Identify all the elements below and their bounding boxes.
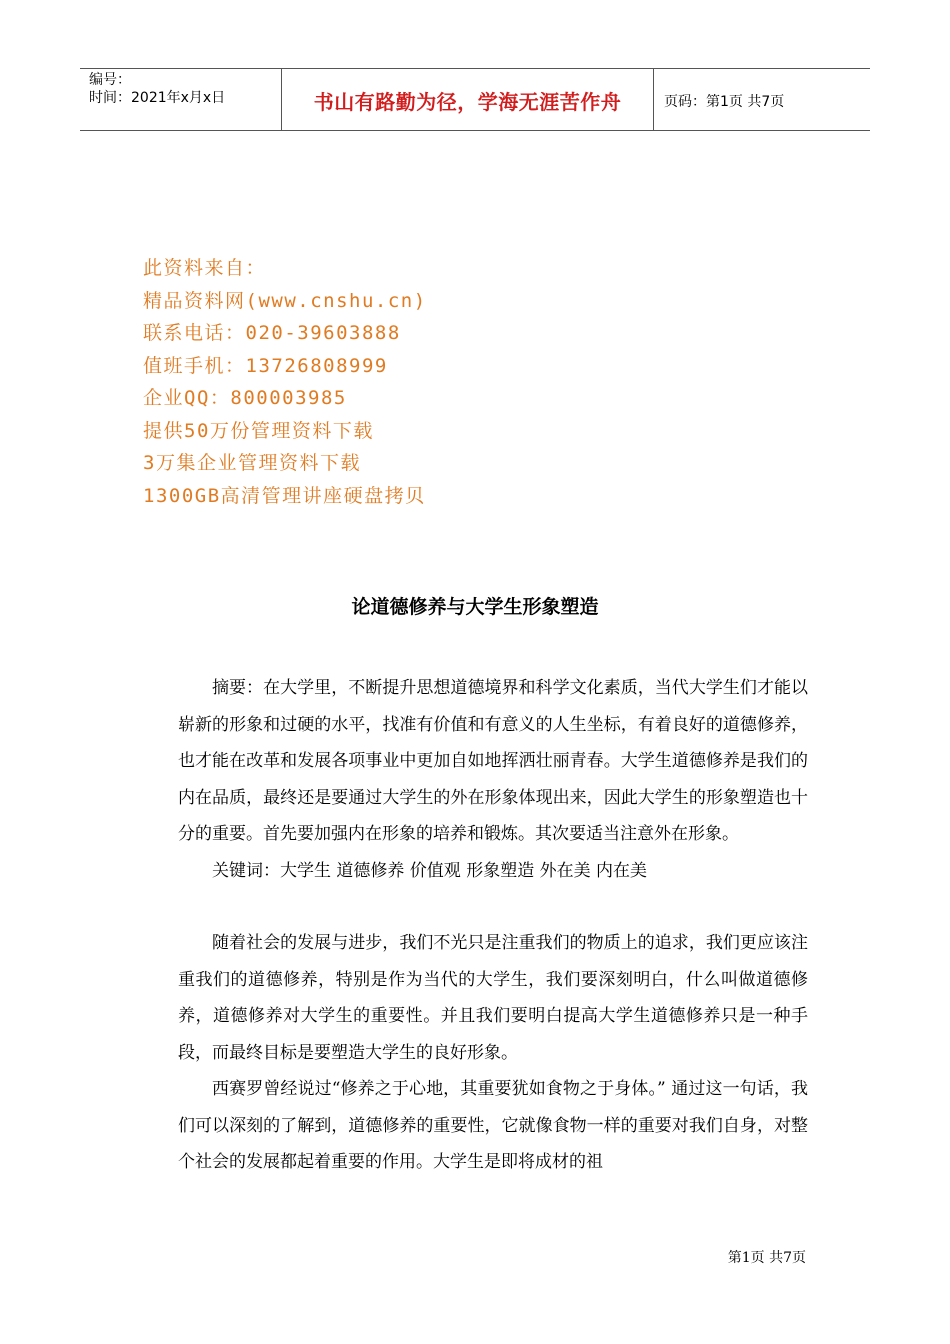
abstract-paragraph: 摘要：在大学里，不断提升思想道德境界和科学文化素质，当代大学生们才能以崭新的形象和过硬的水平，找准有价值和有意义的人生坐标，有着良好的道德修养，也才能在改革和发展各项事业中更加自如地挥洒壮丽青春。大学生道德修养是我们的内在品质，最终还是要通过大学生的外在形象体现出来，因此大学生的形象塑造也十分的重要。首先要加强内在形象的培养和锻炼。其次要适当注意外在形象。 (178, 678, 808, 844)
ad-line: 精品资料网(www.cnshu.cn) (143, 289, 427, 312)
ad-line: 1300GB高清管理讲座硬盘拷贝 (143, 484, 426, 507)
document-date: 时间：2021年x月x日 (89, 90, 226, 106)
source-ad-block (143, 252, 427, 512)
ad-line: 3万集企业管理资料下载 (143, 452, 361, 474)
keywords-line: 关键词：大学生 道德修养 价值观 形象塑造 外在美 内在美 (212, 860, 648, 881)
header-meta (80, 69, 280, 130)
body-paragraph: 随着社会的发展与进步，我们不光只是注重我们的物质上的追求，我们更应该注重我们的道德修养，特别是作为当代的大学生，我们要深刻明白，什么叫做道德修养，道德修养对大学生的重要性。并且我们要明白提高大学生道德修养只是一种手段，而最终目标是要塑造大学生的良好形象。 (178, 933, 808, 1063)
ad-line: 企业QQ：800003985 (143, 387, 347, 409)
document-body (178, 670, 808, 1181)
header-page-code: 页码：第1页 共7页 (664, 94, 785, 110)
ad-line: 值班手机：13726808999 (143, 354, 388, 377)
body-paragraph: 西赛罗曾经说过“修养之于心地，其重要犹如食物之于身体。” 通过这一句话，我们可以深刻的了解到，道德修养的重要性，它就像食物一样的重要对我们自身，对整个社会的发展都起着重要的作用。大学生是即将成材的祖 (178, 1079, 808, 1172)
document-title: 论道德修养与大学生形象塑造 (351, 596, 599, 618)
document-number-label: 编号： (89, 72, 131, 88)
page-footer: 第1页 共7页 (727, 1250, 806, 1266)
ad-line: 联系电话：020-39603888 (143, 322, 401, 344)
ad-line: 提供50万份管理资料下载 (143, 419, 374, 442)
ad-line: 此资料来自： (143, 257, 267, 279)
header-motto: 书山有路勤为径，学海无涯苦作舟 (313, 90, 622, 114)
page-header (80, 68, 870, 131)
header-page-cell (654, 69, 870, 130)
header-motto-cell (281, 69, 654, 130)
